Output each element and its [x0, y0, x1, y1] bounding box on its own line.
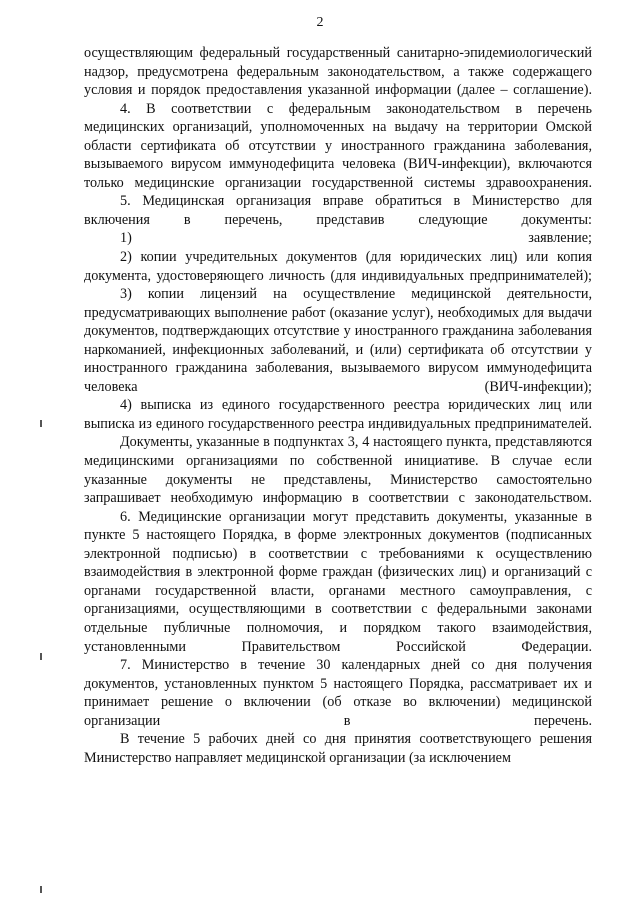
paragraph-9: 6. Медицинские организации могут представить документы, указанные в пункте 5 настоящего Порядка, в форме электронных документов (подписанных электронной подписью) в соответствии с требованиями к осуществлению взаимодействия в электронной форме граждан (физических лиц) и организаций с органами государственной власти, органами местного самоуправления, с организациями, осуществляющими в соответствии с федеральными законами отдельные публичные полномочия, и порядком такого взаимодействия, установленными Правительством Российской Федерации. [84, 508, 592, 655]
paragraph-4: 1) заявление; [120, 230, 592, 247]
document-body [84, 44, 592, 767]
paragraph-8: Документы, указанные в подпунктах 3, 4 настоящего пункта, представляются медицинскими организациями по собственной инициативе. В случае если указанные документы не представлены, Министерство самостоятельно запрашивает необходимую информацию в соответствии с законодательством. [84, 434, 592, 507]
paragraph-7: 4) выписка из единого государственного реестра юридических лиц или выписка из единого государственного реестра индивидуальных предпринимателей. [84, 397, 592, 432]
paragraph-6: 3) копии лицензий на осуществление медицинской деятельности, предусматривающих выполнение работ (оказание услуг), необходимых для выдачи документов, подтверждающих отсутствие у иностранного гражданина заболевания наркоманией, инфекционных заболеваний, и (или) сертификата об отсутствии у иностранного гражданина заболевания, вызываемого вирусом иммунодефицита человека (ВИЧ-инфекции); [84, 286, 592, 395]
margin-mark [40, 653, 42, 660]
paragraph-11: В течение 5 рабочих дней со дня принятия соответствующего решения Министерство направляет медицинской организации (за исключением [84, 731, 592, 766]
paragraph-5: 2) копии учредительных документов (для юридических лиц) или копия документа, удостоверяющего личность (для индивидуальных предпринимателей); [84, 249, 592, 284]
margin-mark [40, 886, 42, 893]
margin-mark [40, 420, 42, 427]
paragraph-3: 5. Медицинская организация вправе обратиться в Министерство для включения в перечень, представив следующие документы: [84, 193, 592, 228]
paragraph-10: 7. Министерство в течение 30 календарных дней со дня получения документов, установленных пунктом 5 настоящего Порядка, рассматривает их и принимает решение о включении (об отказе во включении) медицинской организации в перечень. [84, 657, 592, 729]
paragraph-2: 4. В соответствии с федеральным законодательством в перечень медицинских организаций, уполномоченных на выдачу на территории Омской области сертификата об отсутствии у иностранного гражданина заболевания, вызываемого вирусом иммунодефицита человека (ВИЧ-инфекции), включаются только медицинские организации государственной системы здравоохранения. [84, 100, 592, 191]
paragraph-1: осуществляющим федеральный государственный санитарно-эпидемиологический надзор, предусмотрена федеральным законодательством, а также содержащего условия и порядок предоставления указанной информации (далее – соглашение). [84, 45, 592, 99]
page-number: 2 [316, 15, 324, 30]
